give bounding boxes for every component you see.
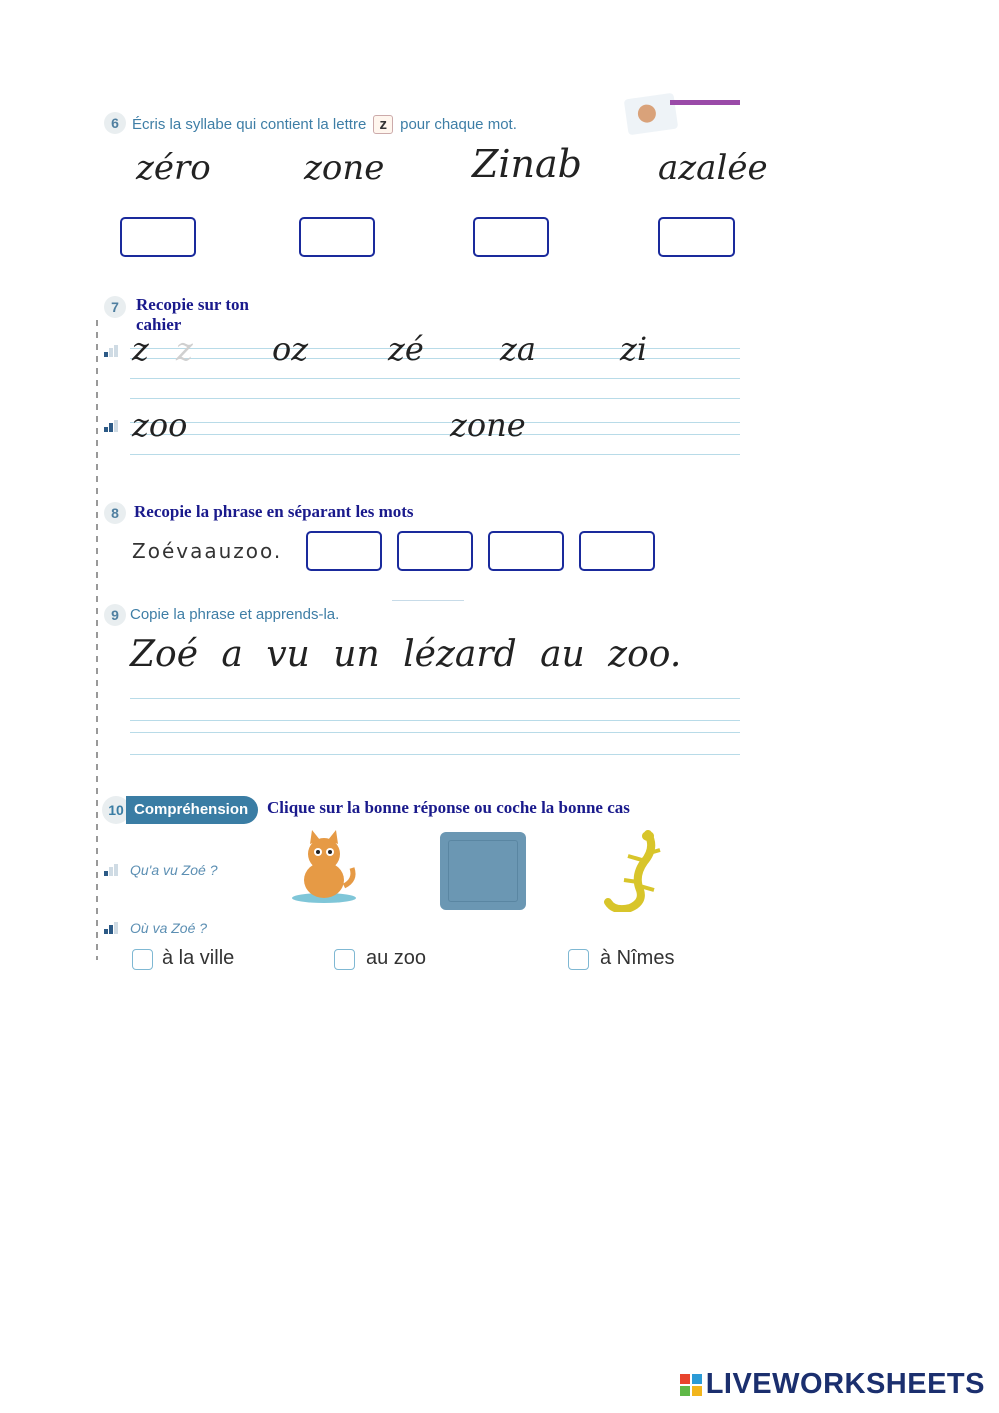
level-icon xyxy=(104,345,118,357)
checkbox-ville[interactable] xyxy=(132,949,153,970)
question-1: Qu'a vu Zoé ? xyxy=(130,862,218,878)
exercise-7-overlay-instruction: Recopie sur ton cahier xyxy=(136,295,250,334)
guide-line xyxy=(130,732,740,733)
divider xyxy=(392,600,464,601)
level-icon xyxy=(104,864,118,876)
unseparated-sentence: Zoévaauzoo. xyxy=(132,539,283,563)
question-2: Où va Zoé ? xyxy=(130,920,208,936)
guide-line xyxy=(130,720,740,721)
word-box-3[interactable] xyxy=(488,531,564,571)
word-box-2[interactable] xyxy=(397,531,473,571)
guide-line xyxy=(130,454,740,455)
word-azalee: azalée xyxy=(658,148,768,188)
word-zinab: Zinab xyxy=(472,142,583,186)
instruction-text: Écris la syllabe qui contient la lettre xyxy=(132,116,367,133)
liveworksheets-logo xyxy=(680,1368,985,1401)
exercise-6-instruction xyxy=(132,115,517,134)
answer-box-zero[interactable] xyxy=(120,217,196,257)
comprehension-title: Compréhension xyxy=(126,796,258,824)
guide-line xyxy=(130,348,740,349)
copy-model-za: za xyxy=(500,330,536,368)
level-icon xyxy=(104,922,118,934)
option-nimes-label: à Nîmes xyxy=(600,947,675,969)
guide-line xyxy=(130,378,740,379)
lizard-image[interactable] xyxy=(600,830,670,912)
option-zoo-label: au zoo xyxy=(366,947,427,969)
worksheet xyxy=(96,90,768,990)
word-zero: zéro xyxy=(136,148,211,188)
guide-line xyxy=(130,358,740,359)
tracing-z: z xyxy=(176,330,193,368)
exercise-9-number: 9 xyxy=(104,604,126,626)
logo-text: LIVEWORKSHEETS xyxy=(705,1368,985,1400)
exercise-10-number: 10 xyxy=(102,796,130,824)
model-sentence: Zoé a vu un lézard au zoo. xyxy=(130,634,682,675)
copy-model-z: z xyxy=(132,330,149,368)
letter-badge: z xyxy=(373,115,393,134)
copy-model-zi: zi xyxy=(620,330,648,368)
exercise-8-number: 8 xyxy=(104,502,126,524)
option-ville-label: à la ville xyxy=(162,947,235,969)
logo-icon xyxy=(680,1374,702,1396)
zoo-wall-image[interactable] xyxy=(440,832,526,910)
copy-model-zoo: zoo xyxy=(132,406,188,444)
margin-dashes xyxy=(96,320,98,960)
exercise-8-overlay-instruction: Recopie la phrase en séparant les mots xyxy=(134,502,414,521)
word-zone: zone xyxy=(304,148,385,188)
guide-line xyxy=(130,398,740,399)
guide-line xyxy=(130,754,740,755)
purple-bar xyxy=(670,100,740,105)
copy-model-oz: oz xyxy=(272,330,309,368)
answer-box-zone[interactable] xyxy=(299,217,375,257)
answer-box-zinab[interactable] xyxy=(473,217,549,257)
guide-line xyxy=(130,698,740,699)
guide-line xyxy=(130,434,740,435)
answer-box-azalee[interactable] xyxy=(658,217,735,257)
checkbox-nimes[interactable] xyxy=(568,949,589,970)
instruction-text: pour chaque mot. xyxy=(400,116,517,133)
exercise-10-overlay-instruction: Clique sur la bonne réponse ou coche la bonne cas xyxy=(267,798,630,817)
word-box-1[interactable] xyxy=(306,531,382,571)
exercise-7-number: 7 xyxy=(104,296,126,318)
copy-model-ze: zé xyxy=(388,330,424,368)
checkbox-zoo[interactable] xyxy=(334,949,355,970)
level-icon xyxy=(104,420,118,432)
word-box-4[interactable] xyxy=(579,531,655,571)
copy-model-zone: zone xyxy=(450,406,526,444)
cat-image[interactable] xyxy=(290,830,360,904)
exercise-6-number: 6 xyxy=(104,112,126,134)
guide-line xyxy=(130,422,740,423)
exercise-9-instruction: Copie la phrase et apprends-la. xyxy=(130,606,340,623)
